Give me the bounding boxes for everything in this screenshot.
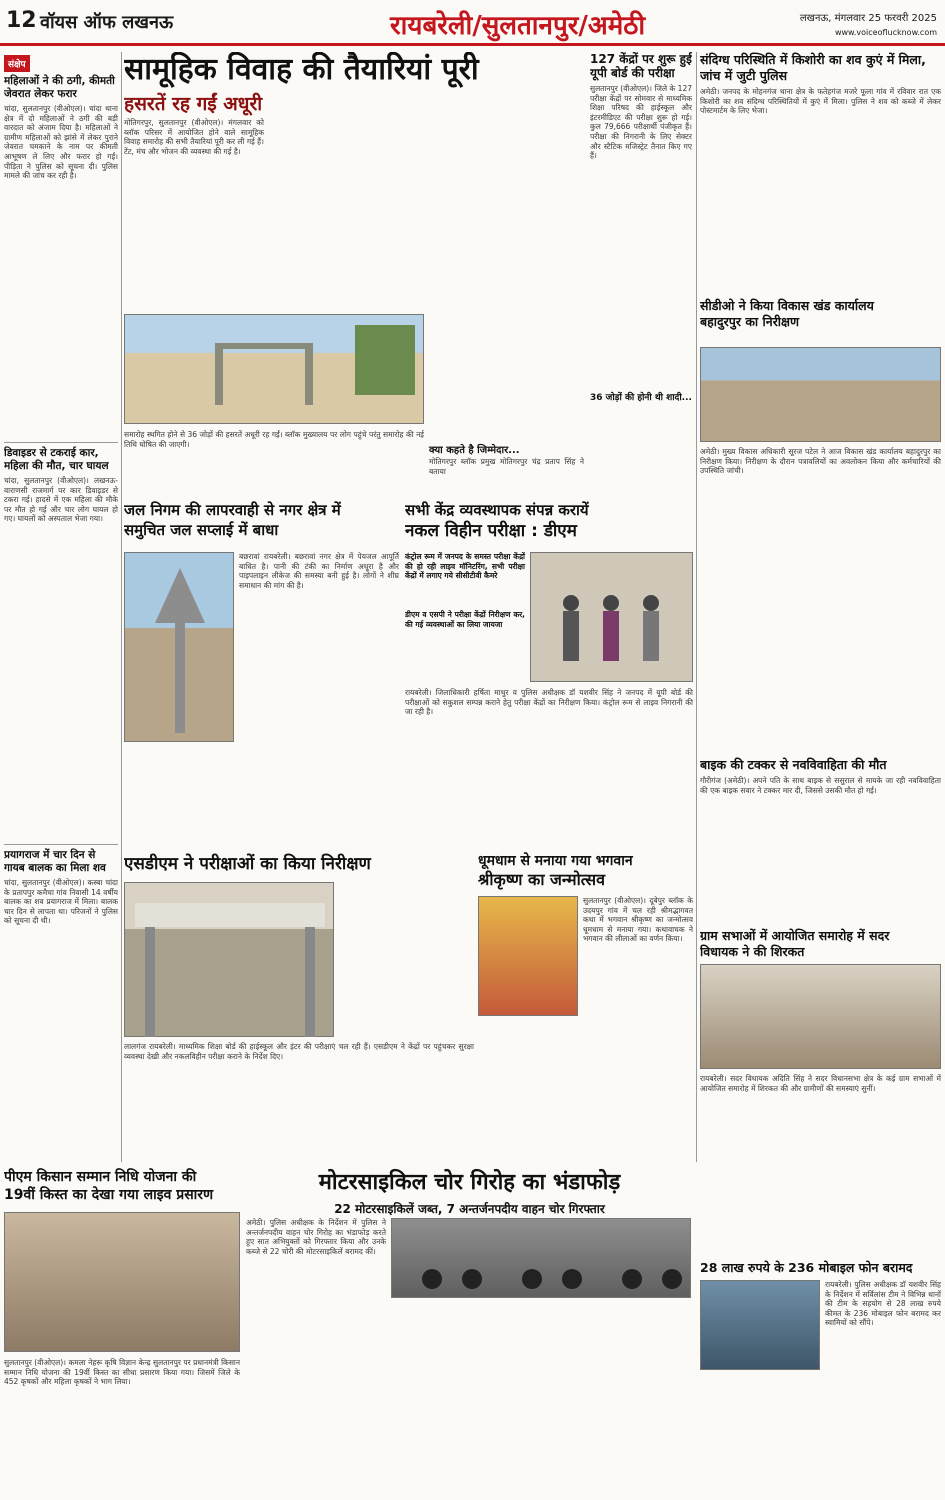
- brief-body-2: चांदा, सुलतानपुर (वीओएल)। लखनऊ-वाराणसी राजमार्ग पर कार डिवाइडर से टकरा गई। हादसे में एक महिला की मौके पर मौत हो गई और चार लोग घायल हो गए। घायलों को अस्पताल भेजा गया।: [4, 476, 118, 524]
- pm-kisan-story: [4, 1168, 240, 1493]
- brief-body-1: चांदा, सुलतानपुर (वीओएल)। चांदा थाना क्षेत्र में दो महिलाओं ने ठगी की बड़ी वारदात को अंजाम दिया है। महिलाओं ने ग्रामीण महिलाओं को झांसे में लेकर पुराने जेवरात चमकाने के नाम पर कीमती आभूषण ले लिए और फरार हो गईं। पीड़िता ने पुलिस को सूचना दी। पुलिस मामले की जांच कर रही है।: [4, 104, 118, 181]
- region-title: रायबरेली/सुलतानपुर/अमेठी: [390, 11, 646, 41]
- website: www.voiceoflucknow.com: [834, 28, 937, 37]
- krishna-headline-1: धूमधाम से मनाया गया भगवान: [478, 853, 633, 869]
- theft-photo: [391, 1218, 691, 1298]
- r5-body: रायबरेली। पुलिस अधीक्षक डॉ यशवीर सिंह के निर्देशन में सर्विलांस टीम ने विभिन्न थानों की टीम के सहयोग से 28 लाख रुपये कीमत के 236 मोबाइल फोन बरामद कर स्वामियों को सौंपे।: [825, 1280, 941, 1328]
- lead-body-2: समारोह स्थगित होने से 36 जोड़ों की हसरतें अधूरी रह गईं। ब्लॉक मुख्यालय पर लोग पहुंचे परंतु समारोह की नई तिथि घोषित की जाएगी।: [124, 430, 424, 449]
- motorcycles-icon: [392, 1219, 692, 1299]
- lead-story: [124, 52, 584, 497]
- lead-body-3: मोतिगरपुर ब्लॉक प्रमुख मोतिगरपुर चंद्र प्रताप सिंह ने बताया: [429, 457, 584, 476]
- exam-bullet-1: कंट्रोल रूम में जनपद के समस्त परीक्षा केंद्रों की हो रही लाइव मॉनिटरिंग, सभी परीक्षा केंद्रों में लगाए गये सीसीटीवी कैमरे: [405, 552, 525, 581]
- gate-icon: [125, 315, 425, 425]
- theft-body: अमेठी। पुलिस अधीक्षक के निर्देशन में पुलिस ने अन्तर्जनपदीय वाहन चोर गिरोह का भंडाफोड़ करते हुए सात अभियुक्तों को गिरफ्तार किया और उनके कब्जे से 22 चोरी की मोटरसाइकिलें बरामद कीं।: [246, 1218, 386, 1256]
- r3-body: गौरीगंज (अमेठी)। अपने पति के साथ बाइक से ससुराल से मायके जा रही नवविवाहिता की एक बाइक सवार ने टक्कर मार दी, जिससे उसकी मौत हो गई।: [700, 776, 941, 795]
- paper-name: वॉयस ऑफ लखनऊ: [40, 12, 174, 33]
- dm-exam-story: [405, 500, 693, 840]
- col-rule: [696, 52, 697, 1162]
- board-subhead: 36 जोड़ों की होनी थी शादी...: [590, 393, 692, 403]
- r5-photo: [700, 1280, 820, 1370]
- lead-subhead-2: क्या कहते है जिम्मेदार...: [429, 445, 520, 456]
- r2-headline-2: बहादुरपुर का निरीक्षण: [700, 314, 800, 329]
- sdm-headline: एसडीएम ने परीक्षाओं का किया निरीक्षण: [124, 854, 371, 874]
- col-rule: [121, 52, 122, 1162]
- edition-date: लखनऊ, मंगलवार 25 फरवरी 2025: [799, 13, 937, 24]
- krishna-photo: [478, 896, 578, 1016]
- r4-photo: [700, 964, 941, 1069]
- pm-photo: [4, 1212, 240, 1352]
- water-story: [124, 500, 399, 840]
- r2-photo: [700, 347, 941, 442]
- theft-headline: मोटरसाइकिल चोर गिरोह का भंडाफोड़: [318, 1170, 621, 1195]
- exam-body: रायबरेली। जिलाधिकारी हर्षिता माथुर व पुलिस अधीक्षक डॉ यशवीर सिंह ने जनपद में यूपी बोर्ड की परीक्षाओं को सकुशल सम्पन्न कराने हेतु परीक्षा केंद्रों का निरीक्षण किया। कंट्रोल रूम से लाइव निगरानी की जा रही है।: [405, 688, 693, 717]
- brief-column: [4, 52, 118, 1122]
- masthead: [0, 0, 945, 46]
- r1-body: अमेठी। जनपद के मोहनगंज थाना क्षेत्र के फतेहगंज मजरे फूला गांव में रविवार रात एक किशोरी का शव संदिग्ध परिस्थितियों में कुएं में मिला। पुलिस ने शव को कब्जे में लेकर पोस्टमार्टम के लिए भेजा।: [700, 87, 941, 116]
- pm-body: सुलतानपुर (वीओएल)। कमला नेहरू कृषि विज्ञान केन्द्र सुलतानपुर पर प्रधानमंत्री किसान सम्मान निधि योजना की 19वीं किस्त का सीधा प्रसारण किया गया। जिसमें जिले के 452 कृषकों और महिला कृषकों ने भाग लिया।: [4, 1358, 240, 1387]
- lead-subheadline: हसरतें रह गईं अधूरी: [124, 93, 263, 115]
- sdm-body: लालगंज रायबरेली। माध्यमिक शिक्षा बोर्ड की हाईस्कूल और इंटर की परीक्षाएं चल रही हैं। एसडीएम ने केंद्रों पर पहुंचकर सुरक्षा व्यवस्था देखी और नकलविहीन परीक्षा कराने के निर्देश दिए।: [124, 1042, 474, 1061]
- krishna-headline-2: श्रीकृष्ण का जन्मोत्सव: [478, 870, 606, 889]
- brief-headline-2: डिवाइडर से टकराई कार, महिला की मौत, चार घायल: [4, 442, 118, 473]
- theft-story: [246, 1168, 693, 1493]
- sdm-story: [124, 852, 474, 1137]
- exam-headline-1: सभी केंद्र व्यवस्थापक संपन्न करायें: [405, 501, 589, 519]
- theft-subheadline: 22 मोटरसाइकिलें जब्त, 7 अन्तर्जनपदीय वाहन चोर गिरफ्तार: [334, 1202, 605, 1216]
- board-exam-story: [590, 52, 692, 487]
- krishna-story: [478, 852, 693, 1137]
- page-number: 12: [6, 8, 37, 33]
- r2-body: अमेठी। मुख्य विकास अधिकारी सूरज पटेल ने आज विकास खंड कार्यालय बहादुरपुर का निरीक्षण किया। निरीक्षण के दौरान पत्रावलियों का अवलोकन किया और कर्मचारियों की उपस्थिति जांची।: [700, 447, 941, 476]
- officials-icon: [531, 553, 693, 683]
- krishna-body: सुलतानपुर (वीओएल)। दूबेपुर ब्लॉक के उदयपुर गांव में चल रही श्रीमद्भागवत कथा में भगवान श्रीकृष्ण का जन्मोत्सव धूमधाम से मनाया गया। कथावाचक ने भगवान की लीलाओं का वर्णन किया।: [583, 896, 693, 944]
- r4-headline-2: विधायक ने की शिरकत: [700, 944, 805, 959]
- lead-headline: सामूहिक विवाह की तैयारियां पूरी: [124, 52, 479, 87]
- sdm-photo: [124, 882, 334, 1037]
- lead-photo: [124, 314, 424, 424]
- r4-body: रायबरेली। सदर विधायक अदिति सिंह ने सदर विधानसभा क्षेत्र के कई ग्राम सभाओं में आयोजित समारोह में शिरकत की और ग्रामीणों की समस्याएं सुनीं।: [700, 1074, 941, 1093]
- board-body: सुलतानपुर (वीओएल)। जिले के 127 परीक्षा केंद्रों पर सोमवार से माध्यमिक शिक्षा परिषद की हाईस्कूल और इंटरमीडिएट की परीक्षा शुरू हो गई। कुल 79,666 परीक्षार्थी पंजीकृत हैं। परीक्षा की निगरानी के लिए सेक्टर और स्टैटिक मजिस्ट्रेट तैनात किए गए हैं।: [590, 84, 692, 161]
- water-body: बछरावां रायबरेली। बछरावां नगर क्षेत्र में पेयजल आपूर्ति बाधित है। पानी की टंकी का निर्माण अधूरा है और पाइपलाइन लीकेज की समस्या बनी हुई है। लोगों ने शीघ्र समाधान की मांग की है।: [239, 552, 399, 590]
- brief-label: संक्षेप: [4, 55, 30, 72]
- lead-body-1: मोतिगरपुर, सुलतानपुर (वीओएल)। मंगलवार को ब्लॉक परिसर में आयोजित होने वाले सामूहिक विवाह समारोह की सभी तैयारियां पूरी कर ली गई हैं। टेंट, मंच और भोजन की व्यवस्था की गई है।: [124, 118, 264, 156]
- r4-headline-1: ग्राम सभाओं में आयोजित समारोह में सदर: [700, 928, 890, 943]
- brief-body-3: चांदा, सुलतानपुर (वीओएल)। कस्बा चांदा के प्रतापपुर कमैचा गांव निवासी 14 वर्षीय बालक का शव प्रयागराज में मिला। बालक चार दिन से लापता था। परिजनों ने पुलिस को सूचना दी थी।: [4, 878, 118, 926]
- exam-headline-2: नकल विहीन परीक्षा : डीएम: [405, 521, 577, 541]
- board-headline: 127 केंद्रों पर शुरू हुई यूपी बोर्ड की परीक्षा: [590, 52, 692, 80]
- brief-headline-1: महिलाओं ने की ठगी, कीमती जेवरात लेकर फरार: [4, 75, 115, 100]
- r2-headline-1: सीडीओ ने किया विकास खंड कार्यालय: [700, 298, 874, 313]
- r1-headline: संदिग्ध परिस्थिति में किशोरी का शव कुएं में मिला, जांच में जुटी पुलिस: [700, 52, 926, 83]
- brief-headline-3: प्रयागराज में चार दिन से गायब बालक का मिला शव: [4, 844, 118, 875]
- r5-headline: 28 लाख रुपये के 236 मोबाइल फोन बरामद: [700, 1260, 913, 1275]
- exam-photo: [530, 552, 693, 682]
- water-tank-icon: [125, 553, 235, 743]
- pm-headline-1: पीएम किसान सम्मान निधि योजना की: [4, 1169, 197, 1185]
- exam-bullet-2: डीएम व एसपी ने परीक्षा केंद्रों निरीक्षण कर, की गई व्यवस्थाओं का लिया जायजा: [405, 610, 525, 629]
- water-tank-photo: [124, 552, 234, 742]
- college-gate-icon: [125, 883, 335, 1038]
- right-column: [700, 52, 941, 1497]
- water-headline: जल निगम की लापरवाही से नगर क्षेत्र में समुचित जल सप्लाई में बाधा: [124, 501, 341, 539]
- r3-headline: बाइक की टक्कर से नवविवाहिता की मौत: [700, 757, 887, 772]
- pm-headline-2: 19वीं किस्त का देखा गया लाइव प्रसारण: [4, 1187, 214, 1203]
